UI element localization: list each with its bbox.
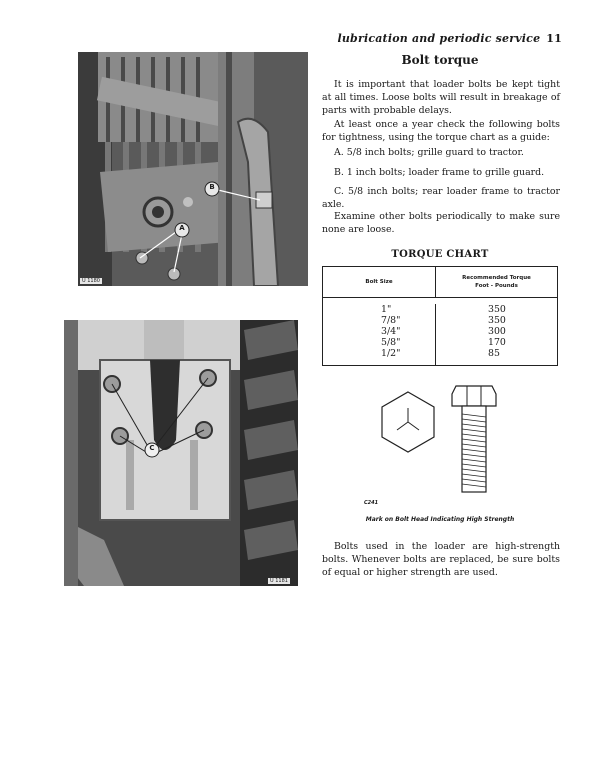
bolt-size-cell: 5/8" — [381, 337, 401, 348]
bolt-size-cell: 7/8" — [381, 315, 401, 326]
page-number: 11 — [546, 32, 562, 45]
figure-id-top: U 1180 — [82, 278, 100, 284]
photo-grille-guard-image — [78, 52, 308, 286]
list-item-b: B. 1 inch bolts; loader frame to grille guard. — [334, 167, 545, 178]
torque-cell: 170 — [488, 337, 506, 348]
torque-cell: 350 — [488, 304, 506, 315]
page-header — [337, 32, 562, 45]
list-item-a: A. 5/8 inch bolts; grille guard to tractor. — [334, 147, 524, 158]
diagram-caption: Mark on Bolt Head Indicating High Strength — [365, 516, 515, 523]
bolt-size-cell: 3/4" — [381, 326, 401, 337]
bolt-head-diagram — [372, 380, 522, 500]
bolt-side-view-icon — [452, 386, 496, 492]
torque-cell: 85 — [488, 348, 500, 359]
header-torque-line1: Recommended Torque — [462, 275, 531, 281]
paragraph-check: At least once a year check the following bolts for tightness, using the torque chart as a guide: — [322, 119, 560, 143]
bolt-size-cell: 1/2" — [381, 348, 401, 359]
header-torque-line2: Foot - Pounds — [475, 283, 518, 289]
hex-head-top-view-icon — [382, 392, 434, 452]
photo-rear-frame-image — [64, 320, 298, 586]
torque-column — [436, 304, 557, 366]
bolt-size-column — [323, 304, 436, 366]
paragraph-intro: It is important that loader bolts be kept tight at all times. Loose bolts will result in breakage of parts with probable delays. — [322, 79, 560, 116]
callout-c-label: C — [149, 444, 155, 452]
bolt-size-cell: 1" — [381, 304, 392, 315]
photo-grille-guard-bolts — [78, 52, 308, 286]
figure-id-bottom: U 1181 — [270, 578, 288, 584]
torque-cell: 350 — [488, 315, 506, 326]
header-torque — [436, 267, 557, 297]
callout-b-label: B — [209, 183, 215, 191]
paragraph-high-strength: Bolts used in the loader are high-strength bolts. Whenever bolts are replaced, be sure bolts of equal or higher strength are used. — [322, 541, 560, 578]
photo-rear-frame-bolts — [64, 320, 298, 586]
paragraph-examine: Examine other bolts periodically to make sure none are loose. — [322, 211, 560, 235]
diagram-id: C241 — [364, 500, 379, 506]
header-title: lubrication and periodic service — [337, 32, 541, 45]
torque-table — [322, 266, 558, 366]
torque-table-body — [323, 298, 557, 366]
torque-chart-title: TORQUE CHART — [391, 249, 489, 260]
torque-cell: 300 — [488, 326, 506, 337]
torque-table-header — [323, 267, 557, 298]
header-bolt-size: Bolt Size — [323, 267, 436, 297]
list-item-c: C. 5/8 inch bolts; rear loader frame to tractor axle. — [322, 186, 560, 210]
callout-a-label: A — [179, 224, 185, 232]
section-title: Bolt torque — [401, 53, 479, 67]
